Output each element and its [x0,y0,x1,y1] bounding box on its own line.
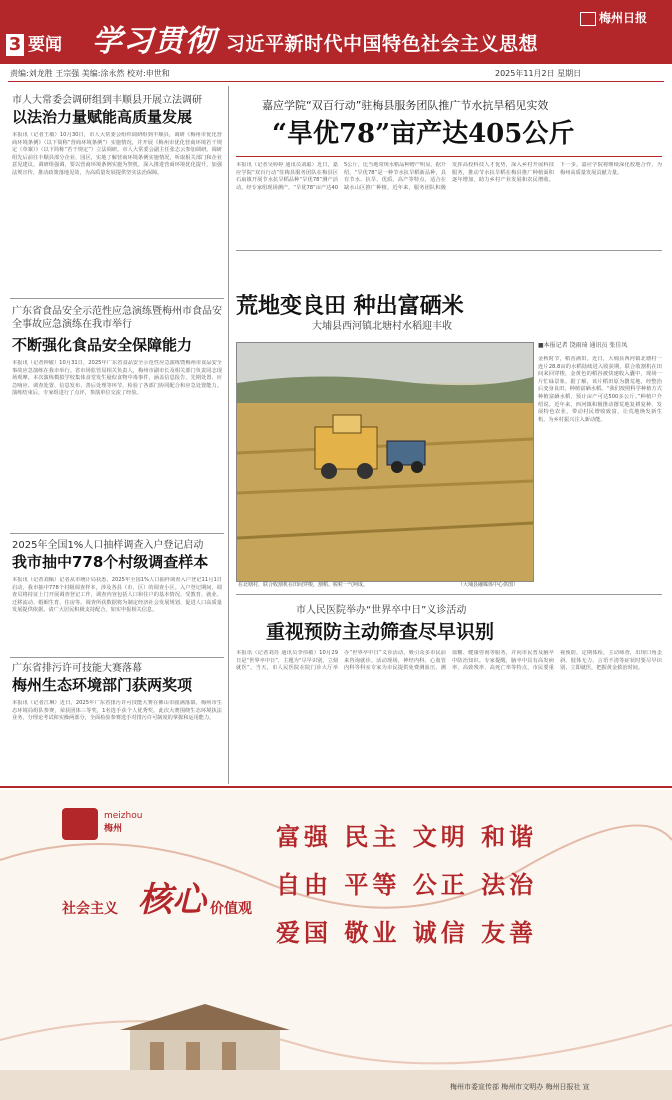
health-body: 本报讯（记者刘苏 通讯员李伟敏）10月29日是“世界卒中日”，主题为“尽早识别，立刻就医”。当天，市人民医院在院门诊大厅举办“世界卒中日”义诊活动，吸引众多市民前来咨询就诊。活动现场，神经内科、心血管内科等科室专家为市民提供免费测血压、测血糖、健康咨询等服务，并向市民普及脑卒中防治知识。专家提醒，脑卒中具有高发病率、高致残率、高死亡率等特点，市民要重视预防，定期体检，主动筛查，出现口角歪斜、肢体无力、言语不清等症状时要尽早识别、立即就医，把握黄金救治时间。 [236,650,662,672]
article1-body: 本报讯（记者王敏）10月30日，市人大常委会组织调研组到丰顺县，调研《梅州市优化营商环境条例》（以下简称“营商环境条例”）实施情况，并开展《梅州市优化营商环境若干规定（草案）》（以下简称“若干规定”）立法调研。市人大常委会副主任张志云参加调研。调研组先后前往丰顺县部分企业、园区，实地了解营商环境条例实施情况，听取相关部门和企业意见建议。调研组强调，要以营商环境条例实施为契机，深入推进营商环境优化提升，加强法规宣传，推动政策落地见效，为高质量发展提供坚实法治保障。 [12,132,222,176]
values-row-2 [276,870,537,900]
value-word: 民主 [344,823,401,851]
slogan-suffix: 价值观 [210,901,252,917]
value-word: 自由 [276,871,332,899]
article1-kicker: 市人大常委会调研组到丰顺县开展立法调研 [12,95,202,106]
values-row-1 [276,822,537,852]
value-word: 文明 [412,823,469,851]
article3-headline: 我市抽中778个村级调查样本 [12,553,209,571]
value-word: 公正 [412,871,469,899]
divider [236,594,662,595]
photo-story-byline: ■本报记者 饶雨琦 通讯员 张佳凤 [538,342,628,349]
photo-caption: 在北塘村，联合收割机在田间穿梭，割稻、脱粒一气呵成。 [238,582,369,588]
health-headline: 重视预防主动筛查尽早识别 [266,621,495,643]
value-word: 法治 [481,871,538,899]
calligraphy-title: 学习贯彻 [92,24,216,59]
value-word: 和谐 [481,823,538,851]
feature-kicker: 嘉应学院“双百行动”驻梅县服务团队推广节水抗旱稻见实效 [262,99,549,112]
brand-cn: 梅州 [104,824,123,834]
photo-story-body: 金秋时节，稻香满田。近日，大埔县西河镇北塘村一连片28.8亩的水稻陆续进入收获期，联合收割机在田间来回穿梭，金黄色的稻谷被快速收入囊中，现场一片忙碌景象。据了解，该片稻田原为撂荒地，经整治后变身良田，种植富硒水稻。“我们按照科学种植方式种植富硒水稻，预计亩产可达500多公斤。”种植户介绍说。近年来，西河镇积极推动撂荒地复耕复种，发展特色农业，带动村民增收致富，让荒地焕发新生机，为乡村振兴注入新动能。 [538,356,662,423]
meizhou-logo-icon [62,808,98,840]
values-row-3 [276,918,537,948]
divider [10,298,224,299]
divider [10,533,224,534]
logo-icon [580,12,596,26]
header-rule [8,81,664,82]
brand-en: meizhou [104,811,143,821]
section-name: 要闻 [28,35,62,55]
article2-kicker: 广东省食品安全示范性应急演练暨梅州市食品安全事故应急演练在我市举行 [12,306,222,330]
divider [10,657,224,658]
banner-title: 习近平新时代中国特色社会主义思想 [226,33,539,55]
article2-headline: 不断强化食品安全保障能力 [12,336,193,354]
article4-kicker: 广东省排污许可技能大赛落幕 [12,663,142,674]
article4-body: 本报讯（记者江琳）近日，2025年广东省排污许可技能大赛在佛山市圆满落幕。梅州市生态环境局组队参赛，荣获团体三等奖，1名选手获个人优秀奖。此次大赛围绕生态环境执法业务，分理论考试和实操两部分，全面检验参赛选手对排污许可制度的掌握和运用能力。 [12,700,222,722]
ad-rule [0,786,672,788]
article4-headline: 梅州生态环境部门获两奖项 [12,676,193,694]
editor-credits: 责编:刘龙胜 王宗强 美编:涂永然 校对:申世和 [10,69,170,78]
page-number: 3 [6,34,24,56]
value-word: 敬业 [344,919,401,947]
health-kicker: 市人民医院举办“世界卒中日”义诊活动 [296,605,467,616]
value-word: 平等 [344,871,401,899]
value-word: 富强 [276,823,332,851]
column-divider [228,86,229,784]
photo-credit: （大埔县融媒体中心供图） [458,582,519,588]
core-values-grid [276,822,537,948]
harvest-photo [236,342,534,582]
value-word: 爱国 [276,919,332,947]
issue-date: 2025年11月2日 星期日 [495,69,582,78]
value-word: 友善 [481,919,538,947]
sponsor-footer: 梅州市委宣传部 梅州市文明办 梅州日报社 宣 [450,1083,590,1091]
feature-body: 本报讯（记者吴婷婷 通讯员刘聪）近日，嘉应学院“双百行动”驻梅县服务团队在梅县区石扇镇开展节水抗旱稻品种“旱优78”测产活动。经专家组现场测产，“旱优78”亩产达405公斤，比当地常规水稻品种增产明显。据介绍，“旱优78”是一种节水抗旱稻新品种，具有节水、抗旱、优质、高产等特点，适合在缺水山区推广种植。近年来，服务团队积极发挥高校科技人才优势，深入乡村开展科技服务，推动节水抗旱稻在梅县推广种植面积逐年增加，助力乡村产业发展和农民增收。下一步，嘉应学院将继续深化校地合作，为梅州高质量发展贡献力量。 [236,162,662,191]
newspaper-logo: 梅州日报 [580,10,647,26]
photo-story-subhead: 大埔县西河镇北塘村水稻迎丰收 [312,321,452,332]
feature-rule [236,156,662,157]
divider [236,250,662,251]
slogan-prefix: 社会主义 [62,901,118,917]
article3-body: 本报讯（记者刘佩）记者从市统计局获悉，2025年全国1%人口抽样调查入户登记11月1日启动，我市抽中778个村级调查样本，涉及各县（市、区）的调查小区。入户登记期间，调查员将持证上门开展调查登记工作，调查内容包括人口和住户的基本情况、受教育、就业、迁移流动、婚姻生育、住房等。调查所获数据将为制定经济社会发展规划、促进人口高质量发展提供依据。请广大居民积极支持配合，如实申报相关信息。 [12,577,222,614]
value-word: 诚信 [412,919,469,947]
article2-body: 本报讯（记者钟敏）10月31日，2025年广东省食品安全示范性应急演练暨梅州市食品安全事故应急演练在我市举行。省市场监管局相关负责人，梅州市副市长及相关部门负责同志现场观摩。本次演练模拟学校集体食堂发生疑似食物中毒事件，涵盖信息报告、先期处置、应急响应、调查处置、信息发布、善后处理等环节，检验了各部门协同配合和应急处置能力。演练结束后，专家组进行了点评，参演单位交流了经验。 [12,360,222,397]
article1-headline: 以法治力量赋能高质量发展 [12,108,193,126]
harvest-scene-illustration [237,343,533,581]
photo-story-headline: 荒地变良田 种出富硒米 [236,293,464,319]
article3-kicker: 2025年全国1%人口抽样调查入户登记启动 [12,540,204,551]
feature-headline: “旱优78”亩产达405公斤 [272,119,575,149]
slogan-big: 核心 [138,880,206,920]
